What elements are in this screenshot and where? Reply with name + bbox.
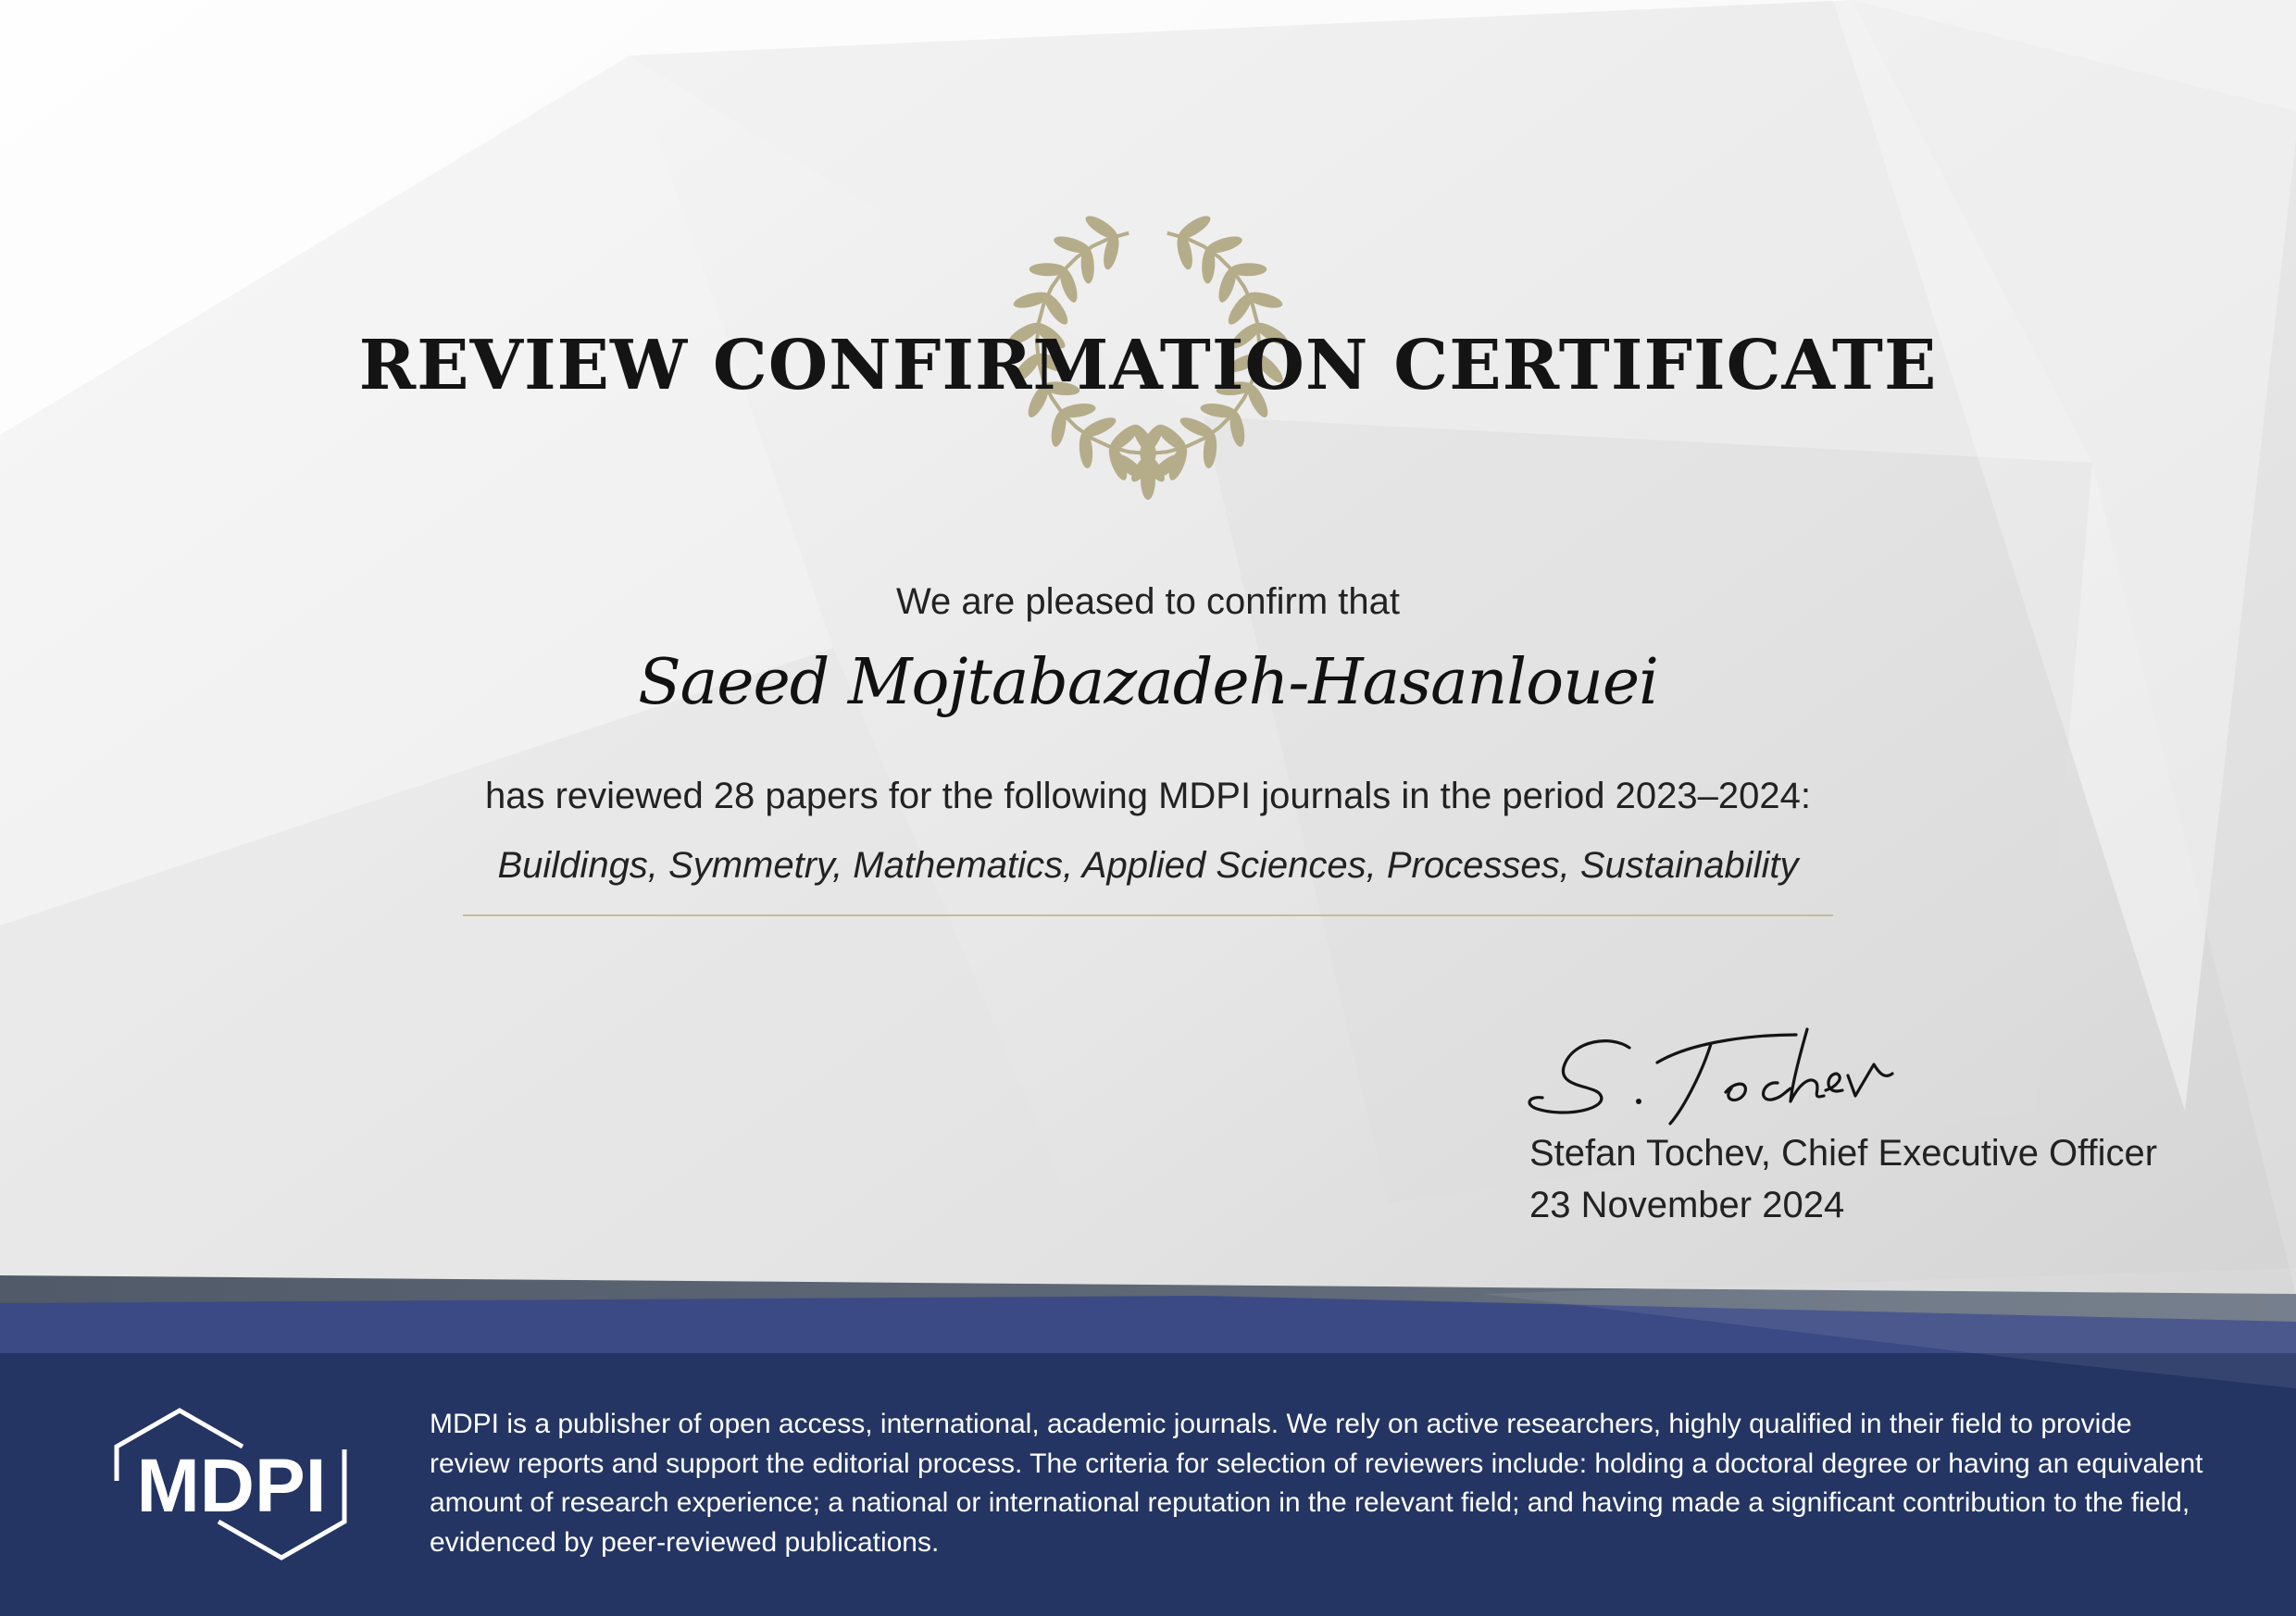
certificate-title: REVIEW CONFIRMATION CERTIFICATE (358, 326, 1938, 405)
publisher-description: MDPI is a publisher of open access, international, academic journals. We rely on active researchers, highly qualified in their field to provide review reports and support the editorial process. The criteria for selection of reviewers include: holding a doctoral degree or having an equivalent amount of research experience; a national or international reputation in the relevant field; and having made a significant contribution to the field, evidenced by peer-reviewed publications. (430, 1409, 2203, 1558)
review-statement: has reviewed 28 papers for the following MDPI journals in the period 2023–2024: (485, 776, 1811, 816)
mdpi-logo-text: MDPI (136, 1444, 327, 1528)
confirmation-intro: We are pleased to confirm that (896, 581, 1400, 622)
divider-line (463, 914, 1833, 916)
certificate-date: 23 November 2024 (1529, 1185, 1845, 1225)
signer-name-title: Stefan Tochev, Chief Executive Officer (1529, 1133, 2158, 1174)
reviewer-name: Saeed Mojtabazadeh-Hasanlouei (638, 646, 1658, 719)
journal-list: Buildings, Symmetry, Mathematics, Applied Sciences, Processes, Sustainability (497, 845, 1799, 886)
